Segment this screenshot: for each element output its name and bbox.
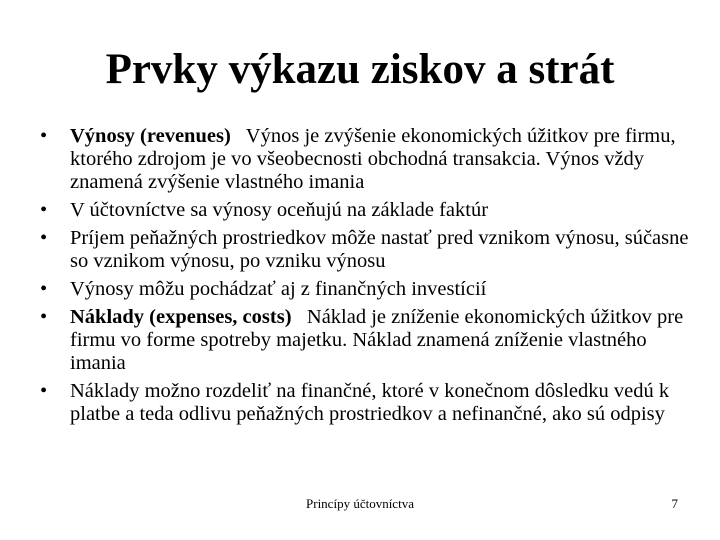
footer-text: Princípy účtovníctva xyxy=(306,496,414,511)
bullet-text: Výnos je zvýšenie ekonomických úžitkov pre firmu, ktorého zdrojom je vo všeobecnosti obchodná transakcia. Výnos vždy znamená zvýšenie vlastného imania xyxy=(70,125,676,193)
bullet-text: V účtovníctve sa výnosy oceňujú na základe faktúr xyxy=(70,198,489,221)
slide-title: Prvky výkazu ziskov a strát xyxy=(105,46,615,93)
page-number: 7 xyxy=(671,496,678,511)
bullet-icon: • xyxy=(40,226,48,249)
bullet-item xyxy=(40,125,690,193)
bullet-item xyxy=(40,199,690,222)
bullet-text: Náklady možno rozdeliť na finančné, ktoré v konečnom dôsledku vedú k platbe a teda odlivu peňažných prostriedkov a nefinančné, ako sú odpisy xyxy=(70,379,670,425)
bullet-term: Výnosy (revenues) xyxy=(70,125,231,147)
bullet-icon: • xyxy=(40,277,48,300)
bullet-text: Náklad je zníženie ekonomických úžitkov pre firmu vo forme spotreby majetku. Náklad znamená zníženie vlastného imania xyxy=(70,306,684,374)
bullet-icon: • xyxy=(40,379,48,402)
bullet-text: Príjem peňažných prostriedkov môže nastať pred vznikom výnosu, súčasne so vznikom výnosu, po vzniku výnosu xyxy=(70,226,689,272)
bullet-list xyxy=(40,125,690,431)
bullet-icon: • xyxy=(40,306,48,329)
bullet-item xyxy=(40,380,690,426)
bullet-icon: • xyxy=(40,198,48,221)
bullet-icon: • xyxy=(40,125,48,147)
bullet-item xyxy=(40,278,690,301)
bullet-item xyxy=(40,306,690,374)
bullet-text: Výnosy môžu pochádzať aj z finančných investícií xyxy=(70,277,487,300)
bullet-item xyxy=(40,227,690,273)
bullet-term: Náklady (expenses, costs) xyxy=(70,306,292,329)
